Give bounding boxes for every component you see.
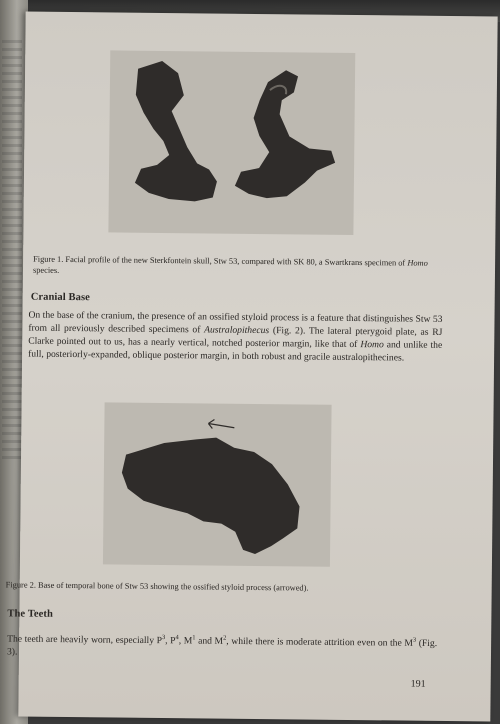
figure-1-photo (108, 50, 355, 235)
temporal-bone-image (103, 402, 332, 566)
figure-2-caption: Figure 2. Base of temporal bone of Stw 53 showing the ossified styloid process (arrowed). (5, 580, 309, 593)
paragraph-teeth: The teeth are heavily worn, especially $P^3$, $P^4$, $M^1$ and $M^2$, while there is moderate attrition even on the $M^3$ (Fig. 3). (6, 633, 438, 658)
previous-page-text-fragment (2, 40, 22, 460)
paragraph-cranial-base: On the base of the cranium, the presence of an ossified styloid process is a feature that distinguishes Stw 53 from all previously described specimens of Australopithecus (Fig. 2). The lateral pterygoid plate, as RJ Clarke pointed out to us, has a nearly vertical, notched posterior margin, like that of Homo and unlike the full, posteriorly-expanded, oblique posterior margin, in both robust and gracile australopithecines. (28, 309, 443, 364)
arrow-indicator (208, 419, 234, 428)
figure-1-caption: Figure 1. Facial profile of the new Sterkfontein skull, Stw 53, compared with SK 80, a Swartkrans specimen of Homo species. (32, 254, 428, 275)
heading-cranial-base: Cranial Base (30, 291, 91, 304)
skull-profiles-image (108, 50, 355, 235)
heading-the-teeth: The Teeth (7, 608, 53, 620)
fossil-stw53 (135, 61, 218, 202)
page-number: 191 (410, 678, 426, 690)
book-page (5, 12, 497, 722)
fossil-temporal-bone (121, 437, 300, 555)
figure-2-photo (103, 402, 332, 566)
